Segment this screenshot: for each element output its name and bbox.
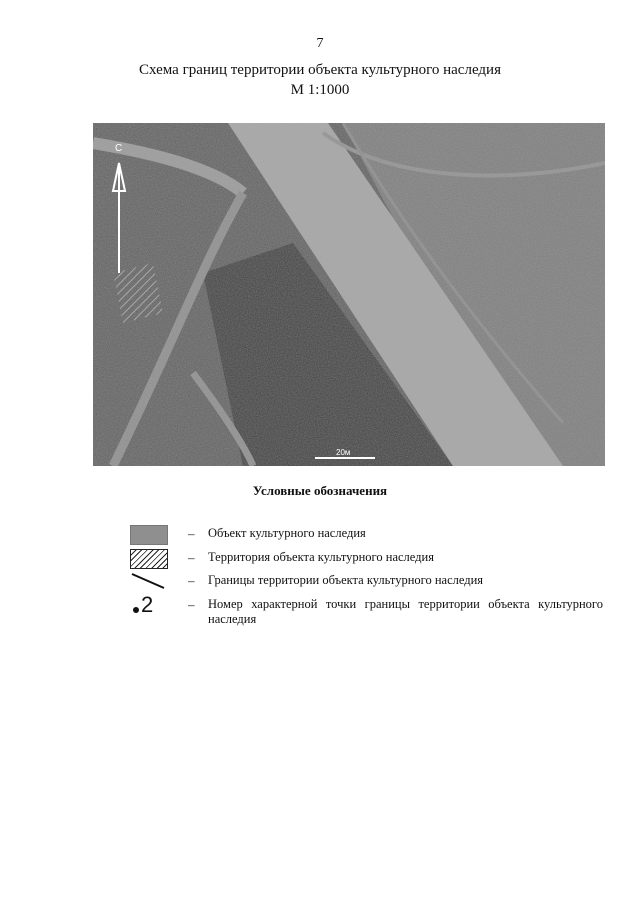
scale-label: 20м bbox=[336, 448, 351, 457]
page-number: 7 bbox=[316, 36, 324, 51]
legend-text: Номер характерной точки границы территории объекта культурного наследия bbox=[208, 597, 603, 626]
legend-text: Границы территории объекта культурного наследия bbox=[208, 573, 484, 587]
page-title bbox=[0, 60, 640, 100]
legend-item-boundary bbox=[130, 572, 610, 594]
boundary-line-icon bbox=[130, 572, 166, 590]
legend-item-object bbox=[130, 525, 610, 547]
legend-dash: – bbox=[188, 550, 195, 565]
legend-item-point bbox=[130, 592, 610, 630]
title-scale: М 1:1000 bbox=[290, 82, 350, 98]
point-number-icon bbox=[133, 592, 153, 618]
legend-text: Объект культурного наследия bbox=[208, 526, 366, 540]
point-dot bbox=[133, 607, 139, 613]
north-label: С bbox=[115, 143, 123, 154]
point-number-label: 2 bbox=[141, 592, 154, 617]
legend-text: Территория объекта культурного наследия bbox=[208, 550, 434, 564]
title-line-1: Схема границ территории объекта культурного наследия bbox=[139, 62, 501, 78]
legend-title: Условные обозначения bbox=[252, 483, 388, 498]
legend-item-territory bbox=[130, 549, 610, 571]
legend-dash: – bbox=[188, 526, 195, 541]
aerial-map-image bbox=[93, 123, 605, 466]
legend-dash: – bbox=[188, 573, 195, 588]
aerial-map bbox=[93, 123, 605, 466]
gray-fill-swatch-icon bbox=[130, 525, 168, 545]
hatched-swatch-icon bbox=[130, 549, 168, 569]
legend-dash: – bbox=[188, 597, 195, 612]
